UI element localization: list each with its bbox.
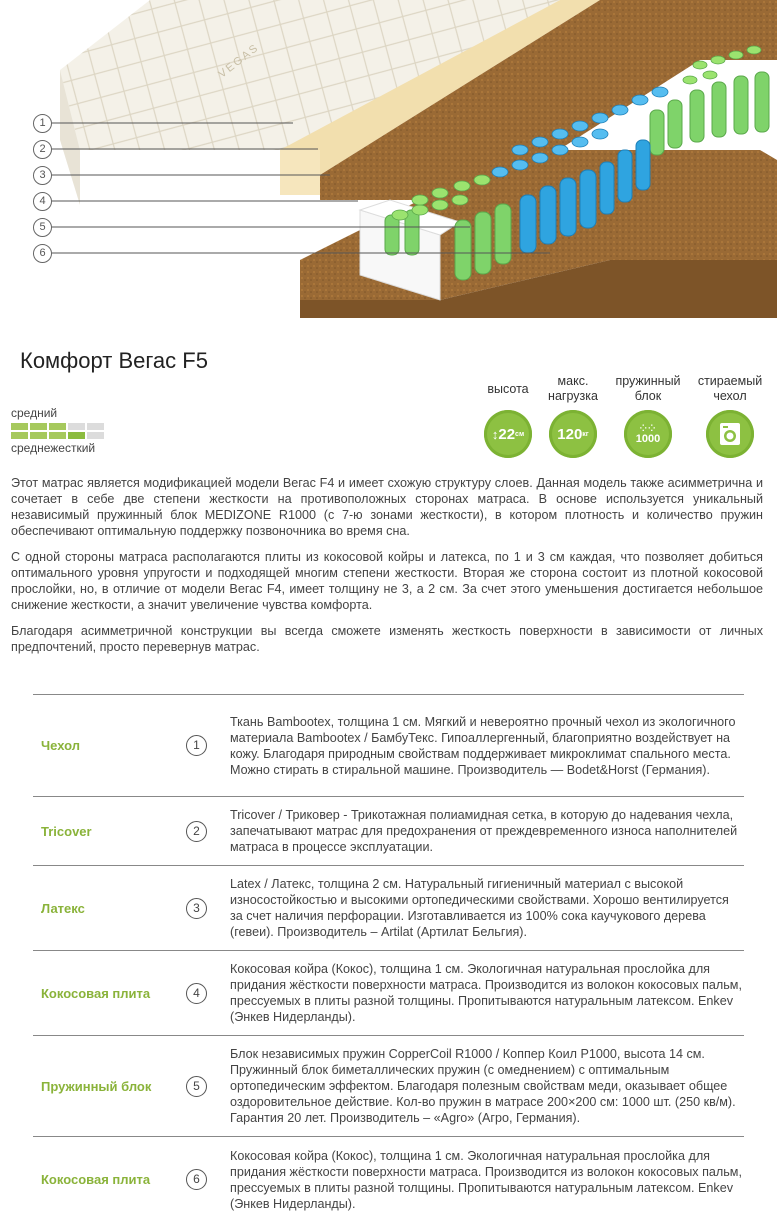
layer-description: Блок независимых пружин CopperCoil R1000 / Коппер Коил Р1000, высота 14 см. Пружинный блок биметаллических пружин (с омеднением) с оптимальным ортопедическим эффектом. Благодаря полезным свойствам меди, оказывает общее оздоровительное действие. Кол-во пружин в матрасе 200×200 см: 1000 шт. (250 кв/м). Гарантия 20 лет. Производитель – «Agro» (Агро, Германия). — [230, 1047, 736, 1125]
layer-marker: 3 — [33, 166, 52, 185]
feature-label: макс. нагрузка — [548, 374, 598, 403]
load-icon — [549, 410, 597, 458]
layer-number: 5 — [186, 1076, 207, 1097]
feature-washable-cover — [692, 372, 768, 458]
firmness-scale-side-a — [11, 423, 104, 430]
table-row — [33, 1036, 744, 1137]
table-row — [33, 951, 744, 1036]
description-paragraph: С одной стороны матраса располагаются плиты из кокосовой койры и латекса, по 1 и 3 см каждая, что позволяет добиться оптимального уровня упругости и подходящей многим степени жесткости. Вторая же сторона состоит из плотной кокосовой прослойки, но, в отличие от модели Вегас F4, имеет толщину не 3, а 2 см. За счет этого уменьшения достигается небольшое снижение жесткости, а значит увеличение чувства комфорта. — [11, 550, 763, 612]
layer-number: 3 — [186, 898, 207, 919]
feature-unit: кг — [582, 430, 589, 438]
firmness-segment — [11, 423, 28, 430]
layer-marker: 2 — [33, 140, 52, 159]
layer-description: Ткань Bambootex, толщина 1 см. Мягкий и невероятно прочный чехол из экологичного материала Bambootex / БамбуТекс. Гипоаллергенный, благоприятно воздействует на кожу. Благодаря природным свойствам поддерживает микроклимат спального места. Можно стирать в стиральной машине. Производитель — Bodet&Horst (Германия). — [230, 714, 736, 777]
product-title: Комфорт Вегас F5 — [20, 348, 208, 373]
firmness-indicator — [11, 406, 104, 455]
layer-name: Кокосовая плита — [41, 985, 151, 1001]
firmness-segment — [68, 432, 85, 439]
layer-number: 4 — [186, 983, 207, 1004]
feature-value: 1000 — [635, 432, 661, 445]
description-paragraph: Этот матрас является модификацией модели Вегас F4 и имеет схожую структуру слоев. Данная модель также асимметрична и сочетает в себе две степени жесткости на противоположных сторонах матраса. В основе используется уникальный независимый пружинный блок MEDIZONE R1000 (с 7-ю зонами жесткости), в котором плотность и количество пружин обеспечивают оптимальную поддержку позвоночника во время сна. — [11, 476, 763, 538]
layer-name: Кокосовая плита — [41, 1172, 151, 1187]
feature-label: высота — [487, 381, 529, 396]
feature-value: 120 — [557, 425, 583, 443]
feature-label: стираемый чехол — [697, 374, 763, 403]
firmness-segment — [68, 423, 85, 430]
layer-marker: 5 — [33, 218, 52, 237]
layer-name: Tricover — [41, 823, 92, 839]
layer-description: Кокосовая койра (Кокос), толщина 1 см. Экологичная натуральная прослойка для придания жёсткости поверхности матраса. Производится из волокон кокосовых пальм, прессуемых в плиты разной толщины. Пропитываются натуральным латексом. Enkev (Энкев Нидерланды). — [230, 1148, 742, 1211]
table-row — [33, 1137, 744, 1222]
layer-number: 6 — [186, 1169, 207, 1190]
layer-marker: 4 — [33, 192, 52, 211]
firmness-segment — [49, 423, 66, 430]
feature-label: пружинный блок — [615, 374, 681, 403]
washing-machine-icon — [706, 410, 754, 458]
firmness-scale-side-b — [11, 432, 104, 439]
layer-marker: 1 — [33, 114, 52, 133]
layer-name: Пружинный блок — [41, 1078, 152, 1094]
layer-marker: 6 — [33, 244, 52, 263]
layers-table — [33, 694, 744, 1222]
firmness-segment — [49, 432, 66, 439]
feature-spring-block — [610, 372, 686, 458]
firmness-segment — [87, 432, 104, 439]
feature-unit: см — [515, 430, 525, 438]
layer-description: Кокосовая койра (Кокос), толщина 1 см. Экологичная натуральная прослойка для придания жёсткости поверхности матраса. Производится из волокон кокосовых пальм, прессуемых в плиты разной толщины. Пропитываются натуральным латексом. Enkev (Энкев Нидерланды). — [230, 962, 742, 1024]
table-row — [33, 695, 744, 797]
layer-name: Чехол — [41, 738, 80, 753]
mattress-illustration — [0, 0, 777, 318]
layer-description: Latex / Латекс, толщина 2 см. Натуральный гигиеничный материал с высокой износостойкостью и высокими ортопедическими свойствами. Хорошо вентилируется за счет наличия перфорации. Изготавливается из 100% сока каучукового дерева (гевеи). Производитель – Artilat (Артилат Бельгия). — [230, 877, 729, 939]
firmness-segment — [30, 423, 47, 430]
cover-brand: VEGAS — [216, 41, 262, 81]
firmness-segment — [87, 423, 104, 430]
firmness-side-b-label: среднежесткий — [11, 441, 96, 455]
firmness-side-a-label: средний — [11, 406, 58, 420]
layer-name: Латекс — [41, 900, 85, 916]
product-description — [11, 475, 763, 665]
feature-value: 22 — [498, 425, 516, 443]
height-icon: ↕ 22 см — [484, 410, 532, 458]
spring-block-icon: ⁘⁘ 1000 — [624, 410, 672, 458]
firmness-segment — [11, 432, 28, 439]
table-row — [33, 797, 744, 866]
description-paragraph: Благодаря асимметричной конструкции вы всегда сможете изменять жесткость поверхности в зависимости от личных предпочтений, просто перевернув матрас. — [11, 624, 763, 654]
firmness-segment — [30, 432, 47, 439]
layer-number: 1 — [186, 735, 207, 756]
feature-max-load — [535, 372, 611, 458]
layer-number: 2 — [186, 821, 207, 842]
table-row — [33, 866, 744, 951]
layer-description: Tricover / Триковер - Трикотажная полиамидная сетка, в которую до надевания чехла, запечатывают матрас для предохранения от преждевременного износа наполнителей матраса в процессе эксплуатации. — [230, 808, 738, 854]
